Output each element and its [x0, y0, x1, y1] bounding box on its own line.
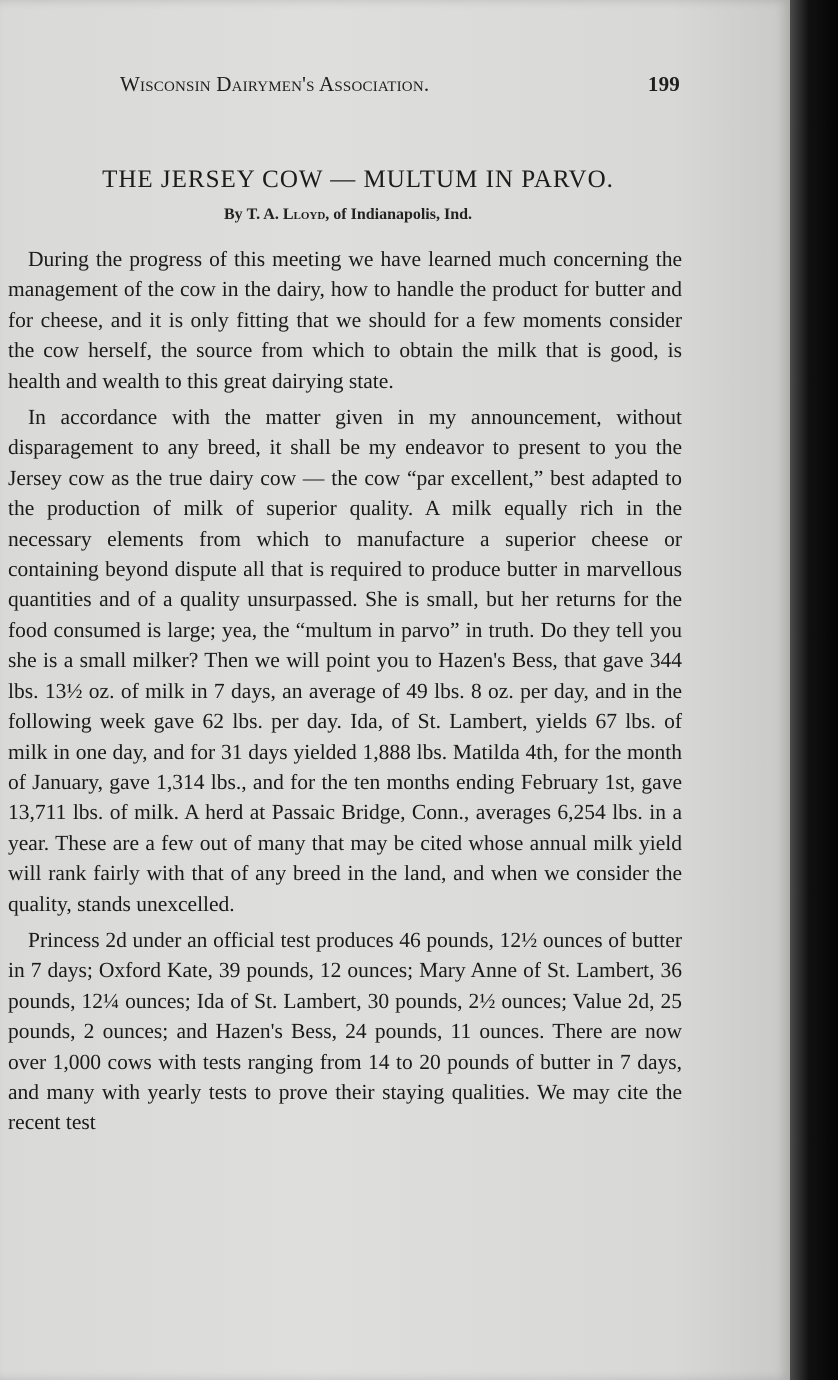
article-title: THE JERSEY COW — MULTUM IN PARVO.	[102, 166, 614, 193]
byline-location: of Indianapolis, Ind.	[333, 206, 472, 223]
page-number: 199	[647, 72, 680, 96]
article-body	[8, 244, 682, 1144]
running-head-title: Wisconsin Dairymen's Association.	[120, 72, 430, 96]
byline	[0, 206, 686, 224]
byline-prefix: By	[223, 206, 243, 223]
paragraph-3: Princess 2d under an official test produces 46 pounds, 12½ ounces of butter in 7 days; Oxford Kate, 39 pounds, 12 ounces; Mary Anne of St. Lambert, 36 pounds, 12¼ ounces; Ida of St. Lambert, 30 pounds, 2½ ounces; Value 2d, 25 pounds, 2 ounces; and Hazen's Bess, 24 pounds, 11 ounces. There are now over 1,000 cows with tests ranging from 14 to 20 pounds of butter in 7 days, and many with yearly tests to prove their staying qualities. We may cite the recent test	[8, 927, 682, 1135]
paragraph-2: In accordance with the matter given in my announcement, without disparagement to any breed, it shall be my endeavor to present to you the Jersey cow as the true dairy cow — the cow “par excellent,” best adapted to the production of milk of superior quality. A milk equally rich in the necessary elements from which to manufacture a superior cheese or containing beyond dispute all that is required to produce butter in marvellous quantities and of a quality unsurpassed. She is small, but her returns for the food consumed is large; yea, the “multum in parvo” in truth. Do they tell you she is a small milker? Then we will point you to Hazen's Bess, that gave 344 lbs. 13½ oz. of milk in 7 days, an average of 49 lbs. 8 oz. per day, and in the following week gave 62 lbs. per day. Ida, of St. Lambert, yields 67 lbs. of milk in one day, and for 31 days yielded 1,888 lbs. Matilda 4th, for the month of January, gave 1,314 lbs., and for the ten months ending February 1st, gave 13,711 lbs. of milk. A herd at Passaic Bridge, Conn., averages 6,254 lbs. in a year. These are a few out of many that may be cited whose annual milk yield will rank fairly with that of any breed in the land, and when we consider the quality, stands unexcelled.	[8, 405, 682, 916]
running-head	[120, 72, 680, 97]
byline-author: T. A. Lloyd,	[246, 206, 330, 223]
book-binding-shadow	[790, 0, 838, 1380]
paragraph-1: During the progress of this meeting we have learned much concerning the management of the cow in the dairy, how to handle the product for butter and for cheese, and it is only fitting that we should for a few moments consider the cow herself, the source from which to obtain the milk that is good, is health and wealth to this great dairying state.	[8, 247, 682, 393]
